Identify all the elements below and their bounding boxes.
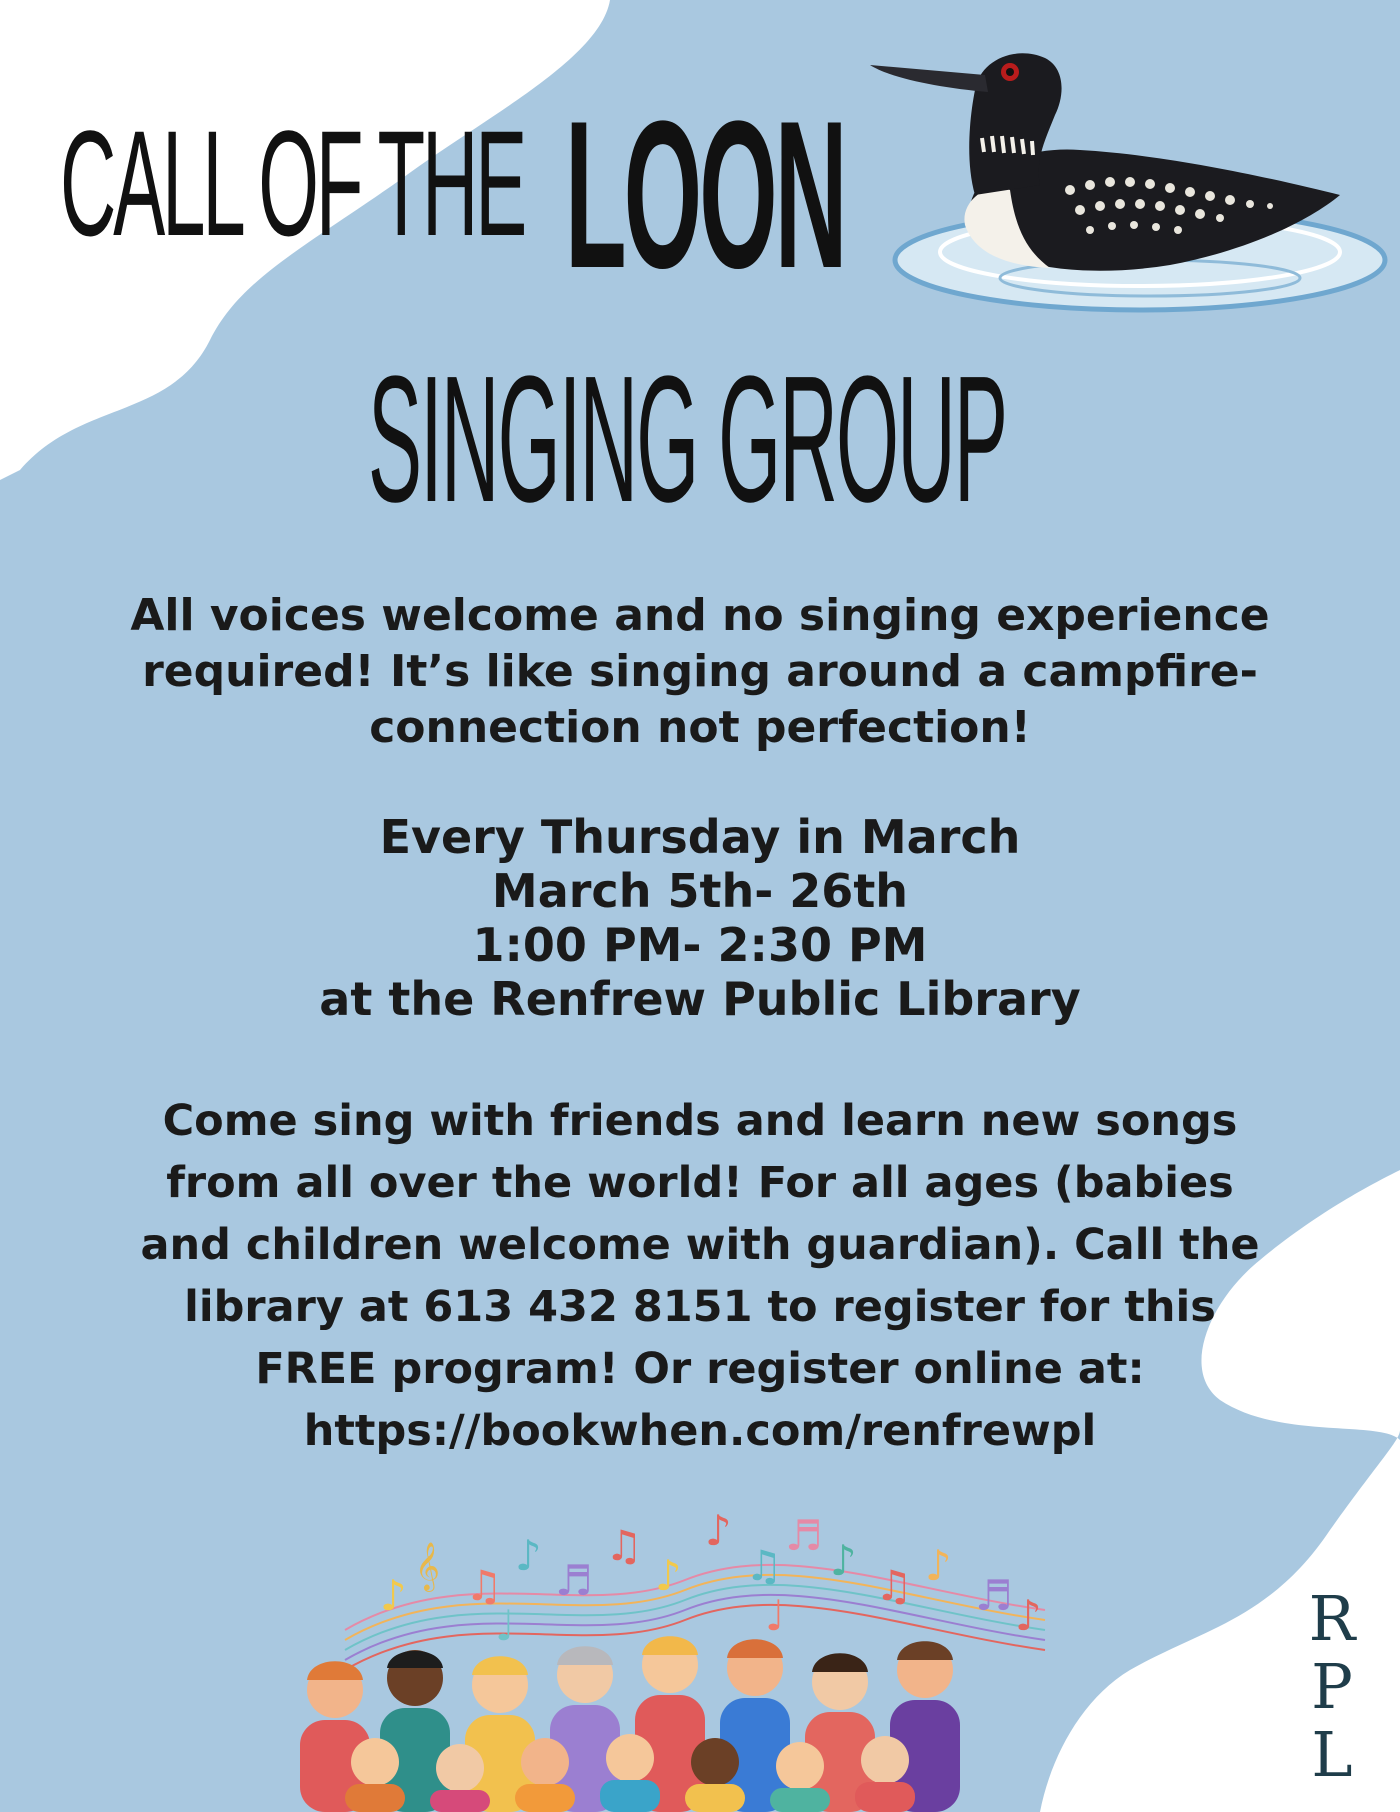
details-line: from all over the world! For all ages (babies bbox=[166, 1158, 1234, 1208]
svg-text:𝄞: 𝄞 bbox=[415, 1541, 440, 1590]
schedule-line: at the Renfrew Public Library bbox=[319, 972, 1081, 1026]
title-line1 bbox=[60, 77, 860, 312]
intro-text bbox=[40, 588, 1360, 756]
svg-text:♪: ♪ bbox=[705, 1506, 732, 1555]
details-line: and children welcome with guardian). Call the bbox=[140, 1220, 1260, 1270]
svg-text:♬: ♬ bbox=[785, 1511, 823, 1560]
svg-text:♫: ♫ bbox=[465, 1561, 503, 1610]
schedule-text bbox=[40, 810, 1360, 1026]
svg-text:♬: ♬ bbox=[555, 1556, 593, 1605]
schedule-line: 1:00 PM- 2:30 PM bbox=[472, 918, 928, 972]
details-line: FREE program! Or register online at: bbox=[255, 1344, 1145, 1394]
svg-text:♪: ♪ bbox=[655, 1551, 682, 1600]
svg-text:♪: ♪ bbox=[515, 1531, 542, 1580]
svg-text:♫: ♫ bbox=[745, 1541, 783, 1590]
intro-line: connection not perfection! bbox=[369, 702, 1031, 753]
intro-line: All voices welcome and no singing experience bbox=[130, 590, 1270, 641]
svg-text:♩: ♩ bbox=[765, 1591, 785, 1640]
svg-text:♬: ♬ bbox=[975, 1571, 1013, 1620]
details-line: library at 613 432 8151 to register for this bbox=[184, 1282, 1216, 1332]
logo-letter: P bbox=[1311, 1650, 1353, 1723]
title-singing-group: SINGING GROUP bbox=[368, 339, 1007, 540]
intro-line: required! It’s like singing around a campfire- bbox=[142, 646, 1258, 697]
rpl-logo bbox=[1302, 1582, 1362, 1791]
svg-text:♫: ♫ bbox=[605, 1521, 643, 1570]
svg-text:♪: ♪ bbox=[925, 1541, 952, 1590]
schedule-line: March 5th- 26th bbox=[491, 864, 909, 918]
logo-letter: R bbox=[1308, 1582, 1356, 1655]
registration-link[interactable]: https://bookwhen.com/renfrewpl bbox=[303, 1406, 1097, 1456]
choir-illustration bbox=[285, 1500, 1085, 1812]
loon-illustration bbox=[850, 20, 1390, 350]
title-call-of-the: CALL OF THE bbox=[60, 99, 525, 267]
schedule-line: Every Thursday in March bbox=[379, 810, 1021, 864]
svg-text:♪: ♪ bbox=[1015, 1591, 1042, 1640]
svg-text:♫: ♫ bbox=[875, 1561, 913, 1610]
svg-text:♪: ♪ bbox=[380, 1571, 407, 1620]
details-line: Come sing with friends and learn new songs bbox=[162, 1096, 1238, 1146]
details-text bbox=[40, 1090, 1360, 1462]
title-loon: LOON bbox=[565, 77, 845, 312]
logo-letter: L bbox=[1311, 1718, 1353, 1791]
svg-text:♩: ♩ bbox=[495, 1601, 515, 1650]
svg-text:♪: ♪ bbox=[830, 1536, 857, 1585]
